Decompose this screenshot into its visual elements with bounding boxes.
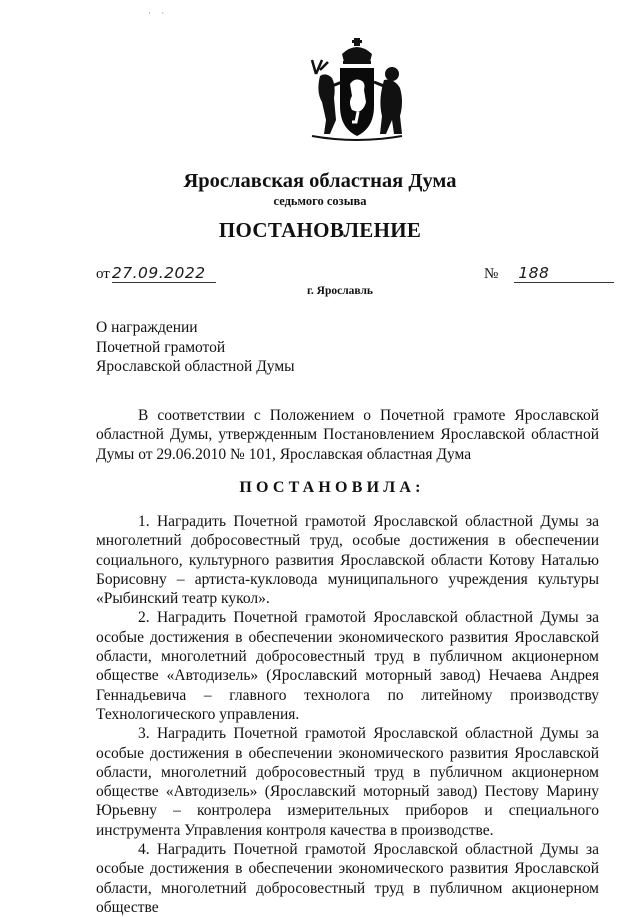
preamble-block	[96, 406, 599, 464]
resolution-items	[96, 512, 599, 917]
decided-heading: ПОСТАНОВИЛА:	[239, 479, 425, 496]
city-label: г. Ярославль	[306, 285, 374, 297]
subject-line: Ярославской областной Думы	[96, 358, 295, 375]
date-line	[96, 264, 216, 283]
resolution-item: 1. Наградить Почетной грамотой Ярославской областной Думы за многолетний добросовестный труд, особые достижения в обеспечении социального, культурного развития Ярославской области Котову Наталью Борисовну – артиста-кукловода муниципального учреждения культуры «Рыбинский театр кукол».	[96, 513, 599, 608]
handwritten-number: 188	[514, 264, 614, 283]
handwritten-date: 27.09.2022	[112, 264, 216, 283]
crown-icon	[342, 38, 372, 64]
bear-supporter-icon	[374, 67, 402, 134]
preamble-paragraph: В соответствии с Положением о Почетной грамоте Ярославской областной Думы, утвержденным Постановлением Ярославской областной Думы от 29.06.2010 № 101, Ярославская областная Дума	[96, 407, 599, 463]
subject-line: Почетной грамотой	[96, 338, 226, 356]
convocation-label: седьмого созыва	[273, 194, 367, 208]
subject-block	[96, 318, 295, 377]
resolution-item: 4. Наградить Почетной грамотой Ярославской областной Думы за особые достижения в обеспечении экономического развития Ярославской области, многолетний добросовестный труд в публичном акционерном обществе	[96, 841, 599, 916]
number-line	[484, 264, 614, 283]
deer-supporter-icon	[312, 60, 342, 134]
resolution-item: 3. Наградить Почетной грамотой Ярославской областной Думы за особые достижения в обеспечении экономического развития Ярославской области, многолетний добросовестный труд в публичном акционерном обществе «Автодизель» (Ярославский моторный завод) Пестову Марину Юрьевну – контролера измерительных приборов и специального инструмента Управления контроля качества в производстве.	[96, 725, 599, 839]
subject-line: О награждении	[96, 319, 198, 336]
date-prefix: от	[96, 266, 110, 282]
document-type-heading: ПОСТАНОВЛЕНИЕ	[218, 218, 422, 242]
resolution-item: 2. Наградить Почетной грамотой Ярославской областной Думы за особые достижения в обеспечении экономического развития Ярославской области, многолетний добросовестный труд в публичном акционерном обществе «Автодизель» (Ярославский моторный завод) Нечаева Андрея Геннадьевича – главного технолога по литейному производству Технологического управления.	[96, 609, 599, 723]
coat-of-arms-icon	[302, 36, 412, 144]
scan-mark: · ·	[148, 8, 169, 18]
organization-title: Ярославская областная Дума	[183, 170, 457, 192]
number-prefix: №	[484, 266, 499, 282]
